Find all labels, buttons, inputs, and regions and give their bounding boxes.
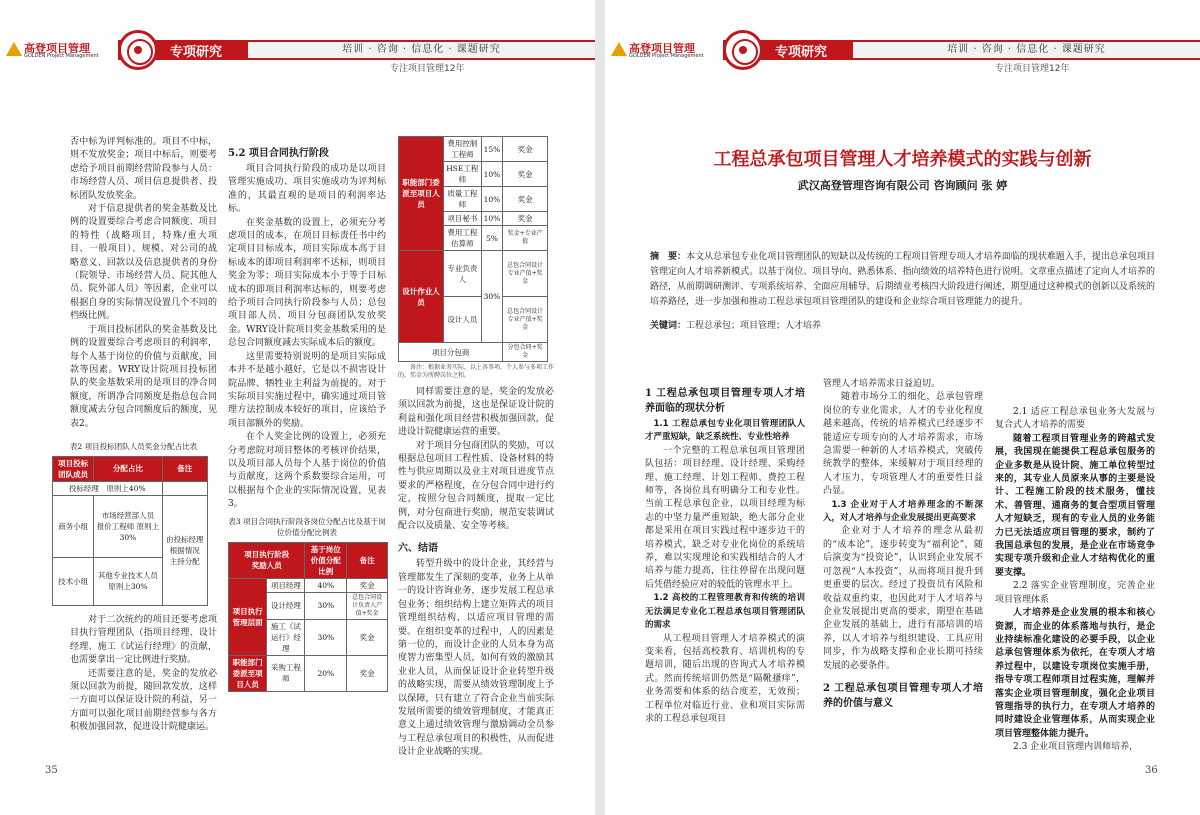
table-header: 项目投标团队成员 — [53, 456, 94, 481]
table-cell — [53, 481, 163, 495]
cell-text: 原则上40% — [106, 483, 146, 493]
table-cell: 奖金 — [503, 162, 548, 187]
table-cell: 奖金 — [503, 212, 548, 226]
logo-triangle-icon — [611, 42, 627, 56]
group-cell: 职能部门委派至项目人员 — [229, 655, 267, 691]
table-header: 基于岗位价值分配比例 — [305, 542, 347, 578]
table-cell: 专业负责人 — [444, 251, 482, 297]
page-number: 36 — [1145, 765, 1158, 776]
paragraph: 转型升级中的设计企业，其经营与管理都发生了深刻的变革，业务上从单一的设计咨询业务，逐步发展工程总承包业务；组织结构上建立矩阵式的项目管理组织结构，以适应项目管理的需要。在组织变革的过程中，人的因素是第一位的，而设计企业的人员本身为高度智力密集型人员，如何有效的激励其业业人员，从而保证设计企业转型升级的战略实现，需要从绩效管理制度上予以保障，只有建立了符合企业当前实际发展所需要的绩效管理制度，才能真正意义上通过绩效管理与激励调动全员参与工程总承包项目的积极性，从而促进设计企业战略的实现。 — [398, 559, 554, 758]
paragraph: 对于项目分包商团队的奖励，可以根据总包项目工程性质、设备材料的特性与供应周期以及业主对项目进度节点要求的严格程度，在分包合同中进行约定，按照分包合同额度，提取一定比例，对分包商进行奖励，规范安装调试配合以及质量、安全等考核。 — [398, 440, 554, 532]
article-title: 工程总承包项目管理人才培养模式的实践与创新 — [713, 149, 1092, 170]
table-cell: 奖金 — [347, 655, 388, 691]
right-column-2 — [823, 378, 983, 713]
group-cell: 项目执行管理层面 — [229, 578, 267, 655]
paragraph: 企业对于人才培养的理念从最初的“成本论”，逐步转变为“福利论”，随后演变为“投资论”，认识到企业发展不可忽视“人本投资”，从而将项目提升到更重要的层次。经过了投资员有风险和收益双重约束，也因此对于人才培养与企业发展提出更高的要求，期望在基础企业发展的基础上，进行有部培训的培养，以人才培养与组织建设、工具应用同步，作为战略支撑和企业长期可持续发展的必要条件。 — [823, 526, 983, 671]
cell-text: 投标经理 — [68, 483, 99, 493]
table-cell: 10% — [481, 187, 503, 212]
table-cell: 商务小组 — [53, 495, 94, 557]
brand-logo — [605, 38, 723, 62]
execution-allocation-table — [228, 542, 388, 692]
brand-name-en: GOLDEN Project Management — [629, 53, 704, 59]
table-cell: 奖金 — [347, 578, 388, 592]
table-cell — [94, 495, 162, 557]
table-cell: 40% — [305, 578, 347, 592]
cell-text: 其他专业技术人员 — [97, 571, 158, 581]
paragraph: 人才培养是企业发展的根本和核心资源，而企业的体系落地与执行，是企业持续标准化建设的必要手段，以企业总承包管理体系为依托，在专项人才培养过程中，以建设专项岗位实施手册，指导专项工程师项目过程实施，理解并落实企业项目管理制度，强化企业项目管理指导的执行力，在专项人才培养的同时建设企业管理体系，从而实现企业项目管理整体能力提升。 — [995, 608, 1155, 739]
abstract-text: 本文从总承包专业化项目管理团队的短缺以及传统的工程项目管理专项人才培养面临的现状难题入手，提出总承包项目管理定向人才培养新模式。以基于岗位、项目导向、熟悉体系、指向绩效的培养特色进行说明。文章重点描述了定向人才培养的路径，从前期调研测评、专项系统培养、全面应用辅导、后期绩业考核四大阶段进行阐述，期望通过这种模式的创新以及系统的培养路径，进一步加强和推动工程总承包项目管理团队的建设和企业综合项目管理能力的提升。 — [650, 252, 1155, 307]
page-header — [0, 30, 595, 72]
target-emblem-icon — [723, 30, 763, 70]
paragraph: 在奖金基数的设置上，必须充分考虑项目的成本，在项目目标责任书中约定项目目标成本，项目实际成本高于目标成本的即项目利润率不达标，则项目奖金为零；项目实际成本小于等于目标成本的即项目利润率达标的，则要考虑给予项目合同执行阶段参与人员；总包项目部人员、项目分包商团队发放奖金。WRY设计院项目奖金基数采用的是总包合同额度减去实际成本后的额度。 — [228, 217, 386, 349]
table-cell: 设计人员 — [444, 297, 482, 343]
table-cell: 30% — [305, 592, 347, 619]
table-caption: 表3 项目合同执行阶段各岗位分配占比及基于岗位价值分配比例表 — [228, 516, 386, 537]
table-caption: 表2 项目投标团队人员奖金分配占比表 — [70, 441, 198, 451]
table-cell: 5% — [481, 226, 503, 251]
paragraph: 一个完整的工程总承包项目管理团队包括：项目经理、设计经理、采购经理、施工经理、计划工程师、费控工程师等，各岗位具有明确分工和专业性。当前工程总承包企业，以项目经理为标志的中坚力量严重短缺，绝大部分企业都是采用在项目实践过程中逐步边干的培养模式，缺乏对专业化岗位的系统培养，难以实现理论和实践相结合的人才培养与能力提高，往往停留在出现问题后凭借经验应对的较低的管理水平上。 — [645, 445, 805, 590]
cell-text: 市场经营部人员 报价工程师 — [96, 510, 155, 531]
left-column-3 — [398, 136, 554, 760]
table-cell: 总包合同设计专业产值+奖金 — [503, 251, 548, 297]
brand-name-en: GOLDEN Project Management — [24, 53, 99, 59]
team-allocation-table — [52, 456, 208, 606]
subsection-heading: 2.1 适应工程总承包业务大发展与复合式人才培养的需要 — [995, 407, 1155, 431]
cell-text: 原则上30% — [119, 521, 160, 542]
paragraph: 同样需要注意的是，奖金的发放必须以回款为前提，这也是保证设计院的利益和强化项目经营积极加强回款，促进设计院健康运营的重要。 — [398, 387, 554, 438]
table-cell: 项目分包商 — [399, 343, 503, 362]
logo-triangle-icon — [6, 42, 22, 56]
group-cell: 职能部门委派至项目人员 — [399, 137, 444, 251]
cell-text: 原则上30% — [108, 582, 148, 592]
subsection-heading: 2.3 企业项目管理内训师培养， — [1013, 742, 1139, 753]
table-cell: 20% — [305, 655, 347, 691]
section-title: 专项研究 — [775, 45, 828, 60]
table-cell: 费用工程估算师 — [444, 226, 482, 251]
table-cell: 30% — [305, 619, 347, 655]
paragraph: 对于二次统约的项目还要考虑项目执行管理团队（指项目经理、设计经理、施工《试运行经理》的贡献，也需要拿出一定比例进行奖励。 — [70, 614, 217, 666]
table-note: 备注：根据业务实际，以上各事项，个人参与多项工作的，奖金为所聘岗位之和。 — [398, 364, 555, 379]
table-cell: HSE工程师 — [444, 162, 482, 187]
paragraph: 还需要注意的是，奖金的发放必须以回款为前提，随回款发放，这样一方面可以保证设计院的利益，另一方面可以强化项目前期经营参与各方积极加强回款，促进设计院健康运。 — [70, 668, 217, 733]
brand-logo — [0, 38, 118, 62]
table-cell: 采购工程师 — [267, 655, 305, 691]
table-cell: 奖金 — [503, 137, 548, 162]
table-cell: 总包合同设计负责人产值+奖金 — [347, 592, 388, 619]
page-header — [605, 30, 1200, 72]
header-subtitle: 专注项目管理12年 — [995, 64, 1070, 74]
paragraph: 在个人奖金比例的设置上，必须充分考虑院对项目整体的考核评价结果，以及项目部人员每个人基于岗位的价值与贡献度，这两个系数要综合运用，可以根据每个企业的实际情况设置，见表3。 — [228, 432, 386, 510]
table-cell: 由投标经理根据情况 主持分配 — [162, 495, 207, 605]
table-cell: 技术小组 — [53, 557, 94, 605]
left-page — [0, 0, 595, 815]
section-heading: 1 工程总承包项目管理专项人才培养面临的现状分析 — [645, 388, 805, 414]
section-title: 专项研究 — [170, 45, 223, 60]
keywords-text: 工程总承包；项目管理；人才培养 — [686, 321, 822, 331]
table-cell — [94, 557, 162, 605]
table-cell: 15% — [481, 137, 503, 162]
roles-table — [398, 136, 548, 362]
table-cell: 30% — [481, 251, 503, 343]
right-page — [605, 0, 1200, 815]
table-cell: 施工《试运行》经理 — [267, 619, 305, 655]
paragraph: 项目合同执行阶段的成功是以项目管理实施成功、项目实施成功为评判标准的，其最直观的是项目的利润率达标。 — [228, 164, 386, 215]
right-column-1 — [645, 378, 805, 726]
target-emblem-icon — [118, 30, 158, 70]
left-column-1 — [58, 136, 217, 735]
section-heading: 2 工程总承包项目管理专项人才培养的价值与意义 — [823, 682, 983, 709]
table-cell: 总包合同设计专业产值+奖金 — [503, 297, 548, 343]
paragraph: 从工程项目管理人才培养模式的演变来看，包括高校教育、培训机构的专题培训，随后出现的咨询式人才培养模式。然而传统培训仍然是“隔靴搔痒”，业务需要和体系的结合度差，无效预；工程单位对临近行业、业和项目实际需求的工程总承包项目 — [645, 633, 805, 724]
table-cell: 设计经理 — [267, 592, 305, 619]
table-cell: 10% — [481, 212, 503, 226]
abstract — [650, 250, 1155, 310]
paragraph: 否中标为评判标准的。项目不中标，则不发放奖金；项目中标后，则要考虑给予项目前期经营阶段参与人员：市场经营人员、项目信息提供者、投标团队发放奖金。 — [70, 137, 217, 201]
article-author: 武汉高登管理咨询有限公司 咨询顾问 张 婷 — [797, 179, 1008, 192]
subsection-heading: 2.2 落实企业管理制度，完善企业项目管理体系 — [995, 581, 1155, 605]
table-cell: 10% — [481, 162, 503, 187]
section-heading: 5.2 项目合同执行阶段 — [228, 148, 329, 159]
paragraph: 对于信息提供者的奖金基数及比例的设置要综合考虑合同额度、项目的特性（战略项目，特殊/重大项目、一般项目）、规模、对公司的战略意义、回款以及信息提供者的身份（院领导、市场经营人员、院其他人员、院外部人员）等因素，企业可以根据自身的实际情况设置几个不同的档级比例。 — [70, 204, 217, 322]
brand-name: 高登项目管理 — [24, 42, 90, 55]
table-header: 分配占比 — [94, 456, 162, 481]
paragraph: 随着工程项目管理业务的跨越式发展，我国现在能提供工程总承包服务的企业多数是从设计院、施工单位转型过来的，其专业人员原来从事的主要是设计、工程施工阶段的技术服务，懂技术、善管理、通商务的复合型项目管理人才短缺乏，现有的专业人员的业务能力已无法适应项目管理的要求，制约了我国总承包的发展，是企业在市场竞争实现专项升级和企业人才结构优化的重要支撑。 — [995, 433, 1155, 578]
right-column-3 — [995, 406, 1155, 755]
paragraph: 这里需要特别说明的是项目实际成本并不是越小越好，它是以不损害设计院品牌、牺牲业主利益为前提的。对于实际项目实施过程中，确实通过项目管理方法控制成本较好的项目，应该给予项目部额外的奖励。 — [228, 351, 386, 429]
paragraph: 于项目投标团队的奖金基数及比例的设置要综合考虑项目的利润率，每个人基于岗位的价值与贡献度，回款等因素。WRY设计院项目投标团队的奖金基数采用的是项目的净合同额度，所谓净合同额度是指总包合同额度减去分包合同额度后的额度，见表2。 — [70, 324, 217, 429]
paragraph: 随着市场分工的细化，总承包管理岗位的专业化需求，人才的专业化程度越来越高，传统的培养模式已经逐步不能适应专项专向的人才培养需求，市场急需要一种新的人才培养模式，突破传统教学的整体，来缓解对于项目经理的人才压力，专项管理人才的重要性日益凸显。 — [823, 392, 983, 497]
subsection-heading: 1.3 企业对于人才培养理念的不断深入，对人才培养与企业发展提出更高要求 — [823, 499, 983, 524]
subsection-heading: 1.1 工程总承包专业化项目管理团队人才严重短缺，缺乏系统性、专业性培养 — [645, 419, 805, 443]
table-cell: 分包合同+奖金 — [503, 343, 548, 362]
table-header: 备注 — [162, 456, 207, 481]
brand-name: 高登项目管理 — [629, 42, 695, 55]
table-cell: 项目经理 — [267, 578, 305, 592]
table-cell: 质量工程师 — [444, 187, 482, 212]
keywords-label: 关键词： — [650, 321, 687, 331]
abstract-label: 摘 要： — [650, 252, 687, 262]
header-tagline: 培训 · 咨询 · 信息化 · 课题研究 — [853, 42, 1200, 58]
section-heading: 六、结语 — [398, 543, 438, 555]
table-cell: 费用控制工程师 — [444, 137, 482, 162]
left-column-2 — [228, 138, 386, 692]
table-header: 项目执行阶段 奖励人员 — [229, 542, 305, 578]
header-tagline: 培训 · 咨询 · 信息化 · 课题研究 — [248, 42, 595, 58]
keywords — [650, 318, 821, 331]
paragraph: 管理人才培养需求日益迫切。 — [823, 379, 941, 389]
table-cell: 奖金+专业产值 — [503, 226, 548, 251]
table-header: 备注 — [347, 542, 388, 578]
header-subtitle: 专注项目管理12年 — [390, 64, 465, 74]
table-cell — [162, 481, 207, 495]
table-cell: 项目秘书 — [444, 212, 482, 226]
group-cell: 设计作业人员 — [399, 251, 444, 343]
table-cell: 奖金 — [347, 619, 388, 655]
table-cell: 奖金 — [503, 187, 548, 212]
subsection-heading: 1.2 高校的工程管理教育和传统的培训无法满足专业化工程总承包项目管理团队的需求 — [645, 593, 805, 631]
page-number: 35 — [45, 765, 58, 776]
